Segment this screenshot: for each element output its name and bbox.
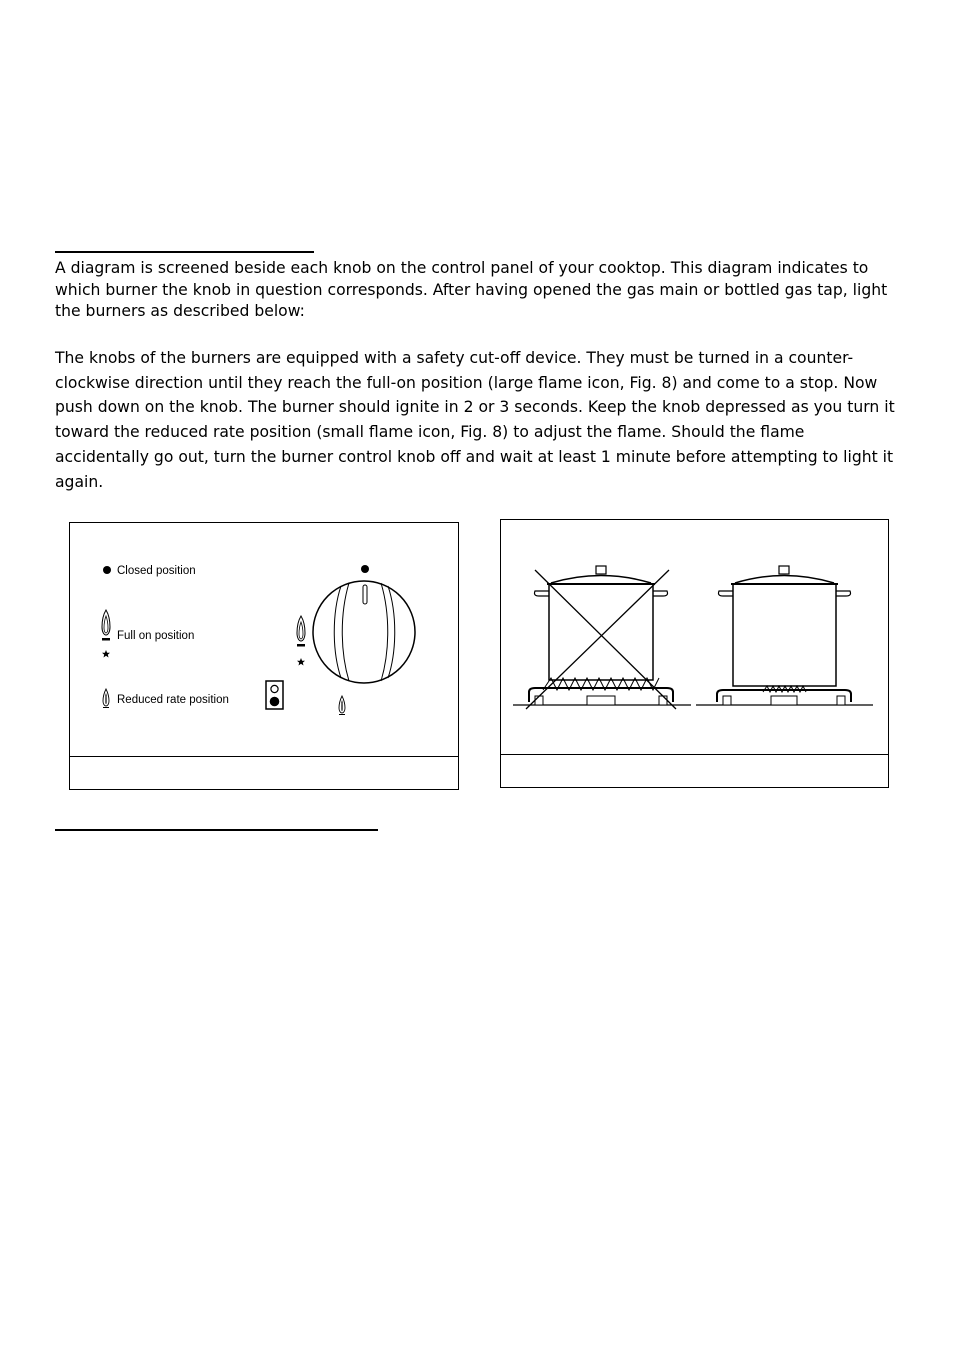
intro-paragraph: A diagram is screened beside each knob on the control panel of your cooktop. This diagram indicates to which burner the knob in question corresponds. After having opened the gas main or bottled gas tap, light the burners as described below: — [55, 259, 888, 321]
burner-indicator-icon — [266, 681, 283, 709]
knob-diagram — [70, 523, 460, 791]
pot-placement-figure — [500, 519, 889, 788]
correct-pot-icon — [717, 566, 851, 705]
figure-caption-area — [501, 754, 888, 787]
closed-dot-icon — [103, 566, 111, 574]
pot-diagram — [501, 520, 890, 789]
knob-small-flame-icon — [339, 696, 345, 715]
large-flame-icon — [102, 610, 110, 641]
legend-closed-label: Closed position — [117, 565, 196, 577]
legend-reduced-label: Reduced rate position — [117, 694, 229, 706]
ignition-paragraph: The knobs of the burners are equipped with a safety cut-off device. They must be turned in a counter-clockwise direction until they reach the full-on position (large flame icon, Fig. 8) and come to a stop. Now push down on the knob. The burner should ignite in 2 or 3 seconds. Keep the knob depressed as you turn it toward the reduced rate position (small flame icon, Fig. 8) to adjust the flame. Should the flame accidentally go out, turn the burner control knob off and wait at least 1 minute before attempting to light it again. — [55, 349, 895, 491]
knob-large-flame-icon — [297, 616, 305, 647]
section-rule-bottom — [55, 829, 378, 831]
knob-positions-figure — [69, 522, 459, 790]
star-icon — [102, 650, 110, 658]
knob-star-icon — [297, 658, 305, 666]
knob-closed-dot-icon — [361, 565, 369, 573]
figure-caption-area — [70, 756, 458, 789]
legend-full-on-label: Full on position — [117, 630, 195, 642]
small-flame-icon — [103, 689, 109, 708]
section-rule-top — [55, 251, 314, 253]
control-knob-illustration — [297, 565, 415, 715]
